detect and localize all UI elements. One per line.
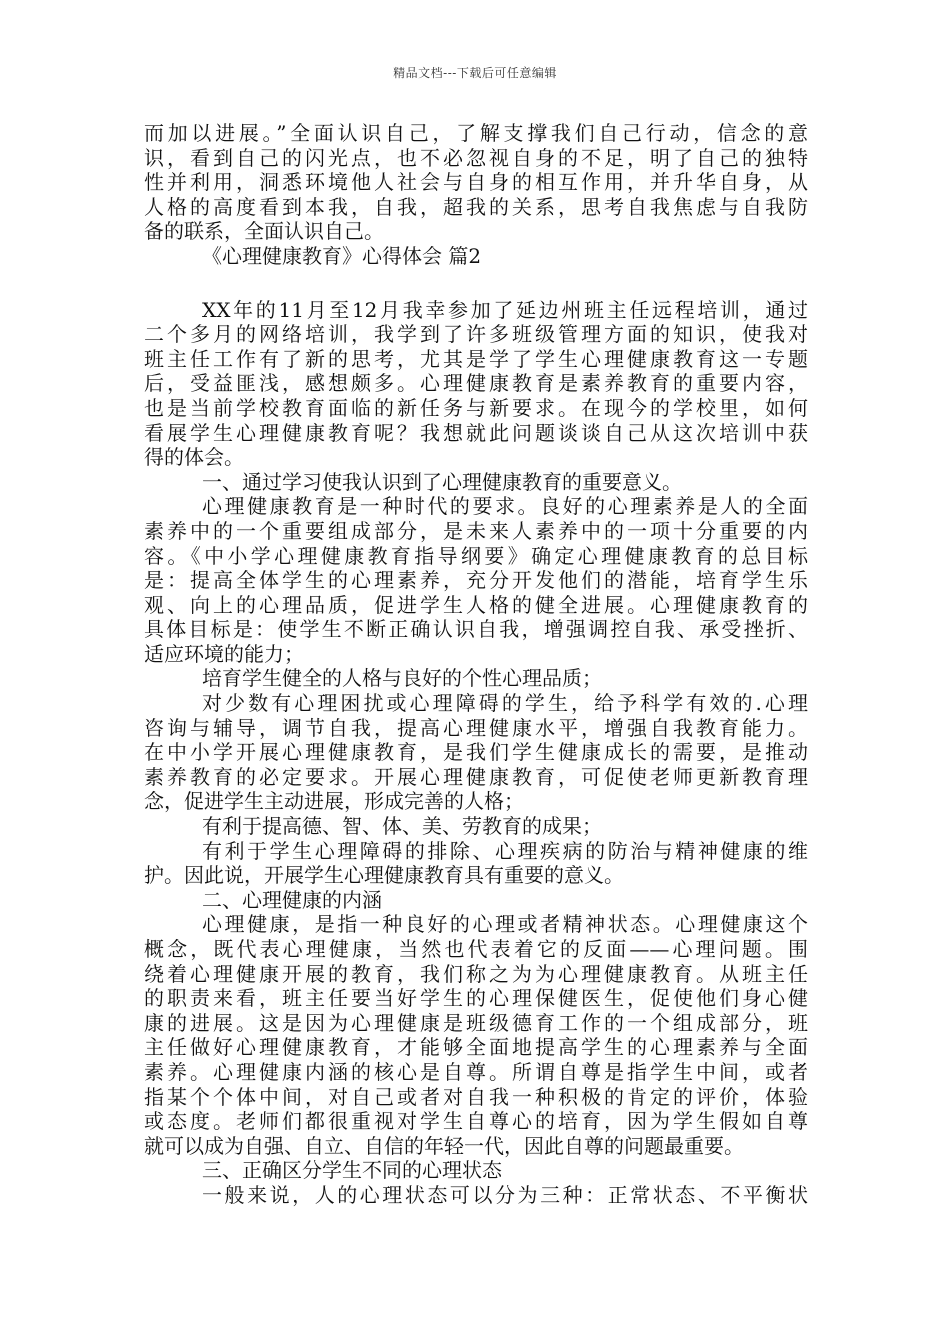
paragraph-line: 素养中的一个重要组成部分，是未来人素养中的一项十分重要的内	[144, 518, 808, 543]
paragraph-line: 适应环境的能力；	[144, 641, 304, 666]
paragraph-line: 二个多月的网络培训，我学到了许多班级管理方面的知识，使我对	[144, 322, 808, 347]
paragraph-line: 是：提高全体学生的心理素养，充分开发他们的潜能，培育学生乐	[144, 568, 808, 593]
paragraph-line: 对少数有心理困扰或心理障碍的学生，给予科学有效的.心理	[202, 691, 808, 716]
paragraph-line: 就可以成为自强、自立、自信的年轻一代，因此自尊的问题最重要。	[144, 1133, 744, 1158]
paragraph-line: 看展学生心理健康教育呢？我想就此问题谈谈自己从这次培训中获	[144, 420, 808, 445]
paragraph-line: 而加以进展。”全面认识自己，了解支撑我们自己行动，信念的意	[144, 121, 808, 145]
paragraph-line: 护。因此说，开展学生心理健康教育具有重要的意义。	[144, 863, 624, 888]
paragraph-line: XX年的11月至12月我幸参加了延边州班主任远程培训，通过	[202, 297, 808, 322]
paragraph-line: 识，看到自己的闪光点，也不必忽视自身的不足，明了自己的独特	[144, 145, 808, 170]
paragraph-line: 绕着心理健康开展的教育，我们称之为为心理健康教育。从班主任	[144, 961, 808, 986]
paragraph-line: 一般来说，人的心理状态可以分为三种：正常状态、不平衡状	[202, 1182, 808, 1207]
blank-line	[144, 269, 808, 298]
paragraph-line: 或态度。老师们都很重视对学生自尊心的培育，因为学生假如自尊	[144, 1109, 808, 1134]
paragraph-line: 培育学生健全的人格与良好的个性心理品质；	[202, 666, 602, 691]
paragraph-line: 性并利用，洞悉环境他人社会与自身的相互作用，并升华自身，从	[144, 170, 808, 195]
paragraph-line: 班主任工作有了新的思考，尤其是学了学生心理健康教育这一专题	[144, 346, 808, 371]
paragraph-line: 素养教育的必定要求。开展心理健康教育，可促使老师更新教育理	[144, 764, 808, 789]
paragraph-line: 后，受益匪浅，感想颇多。心理健康教育是素养教育的重要内容，	[144, 371, 808, 396]
section-heading: 一、通过学习使我认识到了心理健康教育的重要意义。	[202, 469, 682, 494]
paragraph-line: 有利于学生心理障碍的排除、心理疾病的防治与精神健康的维	[202, 838, 808, 863]
paragraph-line: 心理健康，是指一种良好的心理或者精神状态。心理健康这个	[202, 912, 808, 937]
paragraph-line: 康的进展。这是因为心理健康是班级德育工作的一个组成部分，班	[144, 1010, 808, 1035]
paragraph-line: 备的联系，全面认识自己。	[144, 219, 384, 244]
section-heading: 三、正确区分学生不同的心理状态	[202, 1158, 502, 1183]
paragraph-line: 主任做好心理健康教育，才能够全面地提高学生的心理素养与全面	[144, 1035, 808, 1060]
paragraph-line: 具体目标是：使学生不断正确认识自我，增强调控自我、承受挫折、	[144, 617, 808, 642]
paragraph-line: 念，促进学生主动进展，形成完善的人格；	[144, 789, 524, 814]
paragraph-line: 咨询与辅导，调节自我，提高心理健康水平，增强自我教育能力。	[144, 715, 808, 740]
paragraph-line: 概念，既代表心理健康，当然也代表着它的反面——心理问题。围	[144, 937, 808, 961]
paragraph-line: 也是当前学校教育面临的新任务与新要求。在现今的学校里，如何	[144, 395, 808, 420]
paragraph-line: 有利于提高德、智、体、美、劳教育的成果；	[202, 814, 602, 839]
paragraph-line: 素养。心理健康内涵的核心是自尊。所谓自尊是指学生中间，或者	[144, 1059, 808, 1084]
paragraph-line: 的职责来看，班主任要当好学生的心理保健医生，促使他们身心健	[144, 986, 808, 1011]
page-header: 精品文档---下载后可任意编辑	[393, 66, 557, 80]
paragraph-line: 容。《中小学心理健康教育指导纲要》确定心理健康教育的总目标	[144, 543, 808, 568]
paragraph-line: 心理健康教育是一种时代的要求。良好的心理素养是人的全面	[202, 494, 808, 519]
paragraph-line: 在中小学开展心理健康教育，是我们学生健康成长的需要，是推动	[144, 740, 808, 765]
paragraph-line: 得的体会。	[144, 445, 244, 470]
paragraph-line: 指某个个体中间，对自己或者对自我一种积极的肯定的评价，体验	[144, 1084, 808, 1109]
paragraph-line: 人格的高度看到本我，自我，超我的关系，思考自我焦虑与自我防	[144, 194, 808, 219]
document-body	[144, 121, 808, 1208]
section-title: 《心理健康教育》心得体会 篇2	[202, 243, 482, 268]
section-heading: 二、心理健康的内涵	[202, 887, 382, 912]
paragraph-line: 观、向上的心理品质，促进学生人格的健全进展。心理健康教育的	[144, 592, 808, 617]
